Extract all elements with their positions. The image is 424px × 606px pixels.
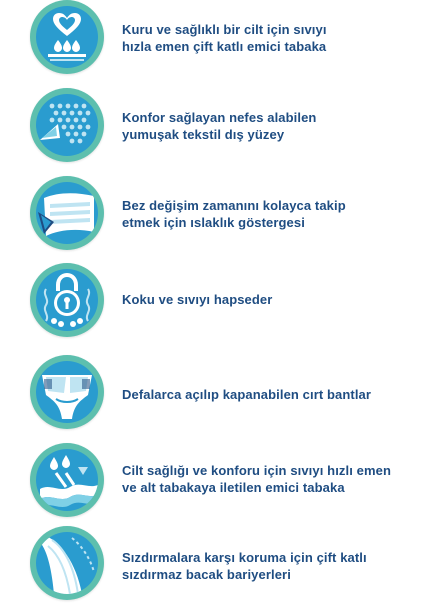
feature-text: [122, 386, 412, 403]
feature-item-2: [0, 88, 424, 168]
feature-item-1: [0, 0, 424, 80]
feature-badge: [30, 88, 104, 162]
breathable-dots-icon: [36, 94, 98, 156]
feature-badge: [30, 263, 104, 337]
feature-line: sızdırmaz bacak bariyerleri: [122, 567, 291, 582]
feature-badge: [30, 443, 104, 517]
feature-line: etmek için ıslaklık göstergesi: [122, 215, 305, 230]
feature-line: Koku ve sıvıyı hapseder: [122, 292, 273, 307]
feature-badge: [30, 176, 104, 250]
feature-badge: [30, 0, 104, 74]
wetness-indicator-icon: [36, 182, 98, 244]
absorb-layer-icon: [36, 449, 98, 511]
feature-item-3: [0, 176, 424, 256]
feature-item-6: [0, 443, 424, 523]
feature-text: [122, 549, 412, 583]
feature-text: [122, 462, 412, 496]
feature-line: yumuşak tekstil dış yüzey: [122, 127, 285, 142]
feature-badge: [30, 526, 104, 600]
feature-line: Cilt sağlığı ve konforu için sıvıyı hızlı emen: [122, 463, 391, 478]
feature-item-4: [0, 263, 424, 343]
feature-line: Kuru ve sağlıklı bir cilt için sıvıyı: [122, 22, 327, 37]
feature-line: hızla emen çift katlı emici tabaka: [122, 39, 327, 54]
feature-line: Defalarca açılıp kapanabilen cırt bantlar: [122, 387, 372, 402]
tape-icon: [36, 361, 98, 423]
feature-text: [122, 21, 412, 55]
odor-lock-icon: [36, 269, 98, 331]
feature-badge: [30, 355, 104, 429]
feature-text: [122, 197, 412, 231]
heart-drops-icon: [36, 6, 98, 68]
leak-barrier-icon: [36, 532, 98, 594]
feature-item-5: [0, 355, 424, 435]
feature-line: Bez değişim zamanını kolayca takip: [122, 198, 346, 213]
feature-line: Konfor sağlayan nefes alabilen: [122, 110, 317, 125]
feature-line: Sızdırmalara karşı koruma için çift katlı: [122, 550, 367, 565]
feature-item-7: [0, 526, 424, 606]
feature-line: ve alt tabakaya iletilen emici tabaka: [122, 480, 345, 495]
feature-text: [122, 109, 412, 143]
feature-text: [122, 291, 412, 308]
